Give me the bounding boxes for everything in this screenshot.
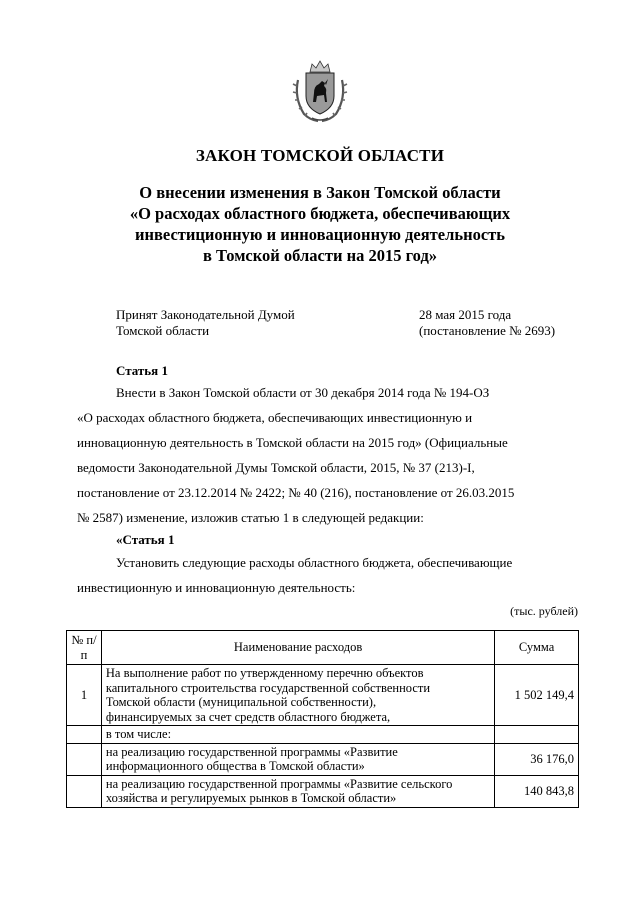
article-line: инновационную деятельность в Томской области на 2015 год» (Официальные — [77, 435, 508, 450]
table-row — [67, 726, 579, 744]
row-name — [101, 775, 494, 807]
article-heading: Статья 1 — [116, 363, 168, 378]
table-row — [67, 743, 579, 775]
row-number — [67, 743, 102, 775]
row-sum — [495, 726, 579, 744]
row-name-line: в том числе: — [105, 727, 172, 741]
adopted-by — [116, 307, 295, 339]
table-header-row — [67, 631, 579, 665]
row-sum: 1 502 149,4 — [495, 665, 579, 726]
row-name — [101, 665, 494, 726]
coat-of-arms-emblem — [292, 58, 348, 124]
column-header-name: Наименование расходов — [101, 631, 494, 665]
subject-line: в Томской области на 2015 год» — [202, 246, 438, 265]
adopted-by-line: Принят Законодательной Думой — [116, 307, 295, 322]
article-line: Внести в Закон Томской области от 30 декабря 2014 года № 194-ОЗ — [116, 385, 490, 400]
row-sum: 36 176,0 — [495, 743, 579, 775]
table-row — [67, 775, 579, 807]
row-name-line: На выполнение работ по утвержденному перечню объектов — [105, 666, 424, 680]
row-number — [67, 726, 102, 744]
quoted-article-line: Установить следующие расходы областного бюджета, обеспечивающие — [116, 555, 513, 570]
column-header-number: № п/п — [67, 631, 102, 665]
law-title: ЗАКОН ТОМСКОЙ ОБЛАСТИ — [195, 146, 445, 165]
row-sum: 140 843,8 — [495, 775, 579, 807]
law-subject — [60, 182, 580, 266]
article-line: ведомости Законодательной Думы Томской области, 2015, № 37 (213)-I, — [77, 460, 475, 475]
quoted-article-heading: «Статья 1 — [116, 532, 175, 547]
adoption-date — [419, 307, 555, 339]
article-line: постановление от 23.12.2014 № 2422; № 40 (216), постановление от 26.03.2015 — [77, 485, 515, 500]
row-name-line: на реализацию государственной программы «Развитие — [105, 744, 398, 759]
adoption-date-line: 28 мая 2015 года — [419, 307, 512, 322]
adopted-by-line: Томской области — [116, 323, 210, 338]
quoted-article-line: инвестиционную и инновационную деятельность: — [77, 580, 356, 595]
adoption-resolution-line: (постановление № 2693) — [419, 323, 556, 338]
subject-line: О внесении изменения в Закон Томской области — [139, 183, 501, 202]
article-line: № 2587) изменение, изложив статью 1 в следующей редакции: — [77, 510, 424, 525]
row-name-line: хозяйства и регулируемых рынков в Томской области» — [105, 791, 397, 805]
row-name-line: Томской области (муниципальной собственности), — [105, 695, 377, 709]
subject-line: инвестиционную и инновационную деятельность — [135, 225, 505, 244]
row-name — [101, 743, 494, 775]
row-number: 1 — [67, 665, 102, 726]
units-label: (тыс. рублей) — [510, 604, 578, 618]
row-name-line: финансируемых за счет средств областного бюджета, — [105, 709, 391, 724]
row-name-line: капитального строительства государственной собственности — [105, 680, 431, 695]
expenses-table — [66, 630, 579, 808]
row-name-line: информационного общества в Томской области» — [105, 759, 365, 773]
row-name-line: на реализацию государственной программы «Развитие сельского — [105, 776, 453, 791]
row-name — [101, 726, 494, 744]
subject-line: «О расходах областного бюджета, обеспечивающих — [129, 204, 511, 223]
quoted-article-text — [77, 550, 578, 600]
table-row — [67, 665, 579, 726]
column-header-sum: Сумма — [495, 631, 579, 665]
article-1-text — [77, 380, 578, 530]
row-number — [67, 775, 102, 807]
article-line: «О расходах областного бюджета, обеспечивающих инвестиционную и — [77, 410, 473, 425]
